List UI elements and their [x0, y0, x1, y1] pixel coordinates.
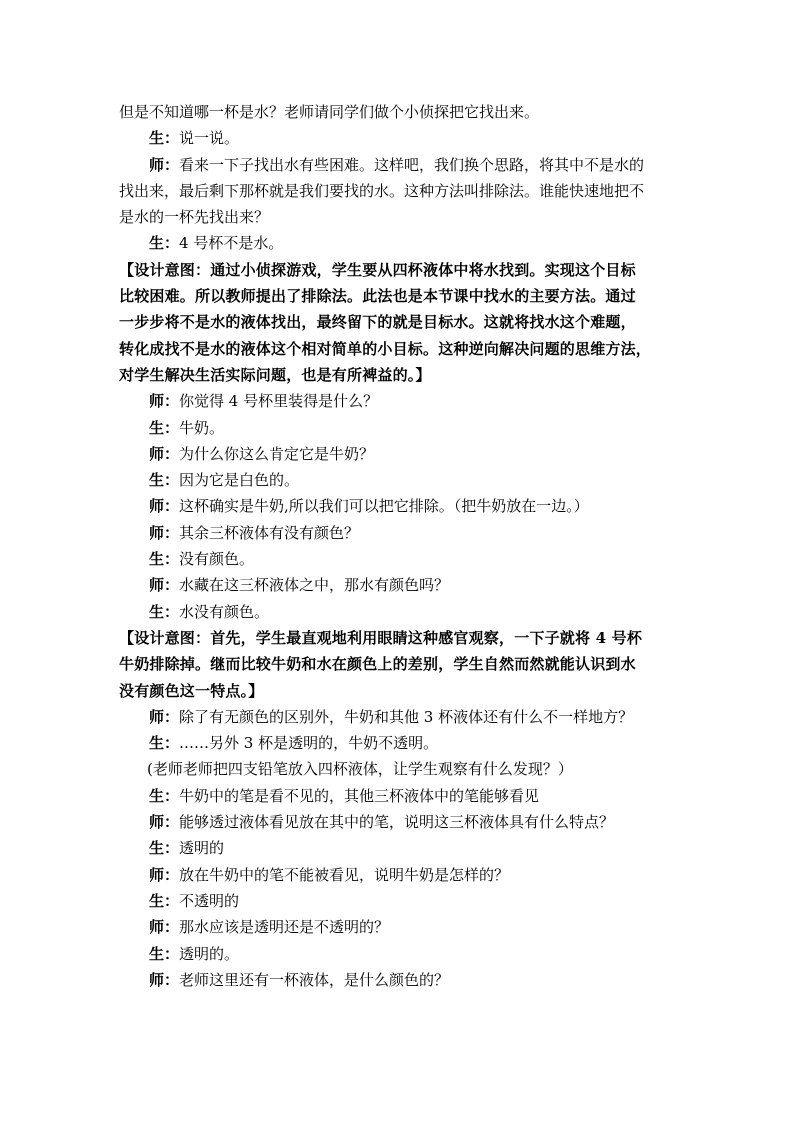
- dialog-line: [119, 835, 679, 861]
- dialog-line: [119, 388, 679, 414]
- dialog-line: [119, 967, 679, 993]
- line-text: 那水应该是透明还是不透明的？: [179, 918, 390, 937]
- line-text: 水藏在这三杯液体之中，那水有颜色吗？: [179, 576, 450, 595]
- speaker-label: 生：: [149, 471, 180, 490]
- speaker-label: 生：: [149, 129, 180, 148]
- line-text: 放在牛奶中的笔不能被看见，说明牛奶是怎样的？: [179, 865, 510, 884]
- speaker-label: 生：: [149, 839, 180, 858]
- text-line: [119, 99, 679, 125]
- design-note-line: 没有颜色这一特点。】: [119, 681, 264, 700]
- speaker-label: 师：: [149, 707, 180, 726]
- speaker-label: 师：: [149, 576, 180, 595]
- line-text: 不透明的: [179, 891, 240, 910]
- line-text: 除了有无颜色的区别外，牛奶和其他 3 杯液体还有什么不一样地方？: [179, 707, 634, 726]
- design-note-line: 牛奶排除掉。继而比较牛奶和水在颜色上的差别，学生自然而然就能认识到水: [119, 655, 636, 674]
- dialog-line: [119, 230, 679, 256]
- line-text: 透明的: [179, 839, 225, 858]
- speaker-label: 师：: [149, 392, 180, 411]
- speaker-label: 生：: [149, 234, 180, 253]
- speaker-label: 生：: [149, 944, 180, 963]
- dialog-line: [119, 809, 679, 835]
- line-text: 其余三杯液体有没有颜色？: [179, 523, 360, 542]
- speaker-label: 师：: [149, 444, 180, 463]
- line-text: 这杯确实是牛奶,所以我们可以把它排除。（把牛奶放在一边。）: [179, 497, 589, 516]
- speaker-label: 师：: [149, 970, 180, 989]
- speaker-label: 师：: [149, 918, 180, 937]
- design-note-line: 【设计意图：首先，学生最直观地利用眼睛这种感官观察，一下子就将 4 号杯: [119, 628, 643, 647]
- line-text: 因为它是白色的。: [179, 471, 300, 490]
- line-text: 你觉得 4 号杯里装得是什么？: [179, 392, 379, 411]
- line-text: 4 号杯不是水。: [179, 234, 284, 253]
- line-text: 牛奶中的笔是看不见的，其他三杯液体中的笔能够看见: [179, 786, 540, 805]
- speaker-label: 师：: [149, 865, 180, 884]
- design-note-line: 一步步将不是水的液体找出，最终留下的就是目标水。这就将找水这个难题，: [119, 313, 636, 332]
- speaker-label: 生：: [149, 550, 180, 569]
- dialog-line: [119, 467, 679, 493]
- dialog-line: [119, 783, 679, 809]
- line-text: 看来一下子找出水有些困难。这样吧，我们换个思路，将其中不是水的: [179, 155, 645, 174]
- line-text: 牛奶。: [179, 418, 225, 437]
- text-line: [119, 178, 679, 204]
- speaker-label: 生：: [149, 734, 180, 753]
- speaker-label: 师：: [149, 155, 180, 174]
- design-note-line: 对学生解决生活实际问题，也是有所裨益的。】: [119, 365, 431, 384]
- dialog-line: [119, 941, 679, 967]
- line-text: 老师这里还有一杯液体，是什么颜色的？: [179, 970, 450, 989]
- dialog-line: [119, 888, 679, 914]
- dialog-line: [119, 599, 679, 625]
- line-text: 但是不知道哪一杯是水？老师请同学们做个小侦探把它找出来。: [119, 103, 540, 121]
- line-text: 找出来，最后剩下那杯就是我们要找的水。这种方法叫排除法。谁能快速地把不: [119, 181, 645, 200]
- line-text: 没有颜色。: [179, 550, 255, 569]
- design-note-line: 比较困难。所以教师提出了排除法。此法也是本节课中找水的主要方法。通过: [119, 287, 636, 306]
- dialog-line: [119, 862, 679, 888]
- dialog-line: [119, 125, 679, 151]
- line-text: ……另外 3 杯是透明的，牛奶不透明。: [179, 734, 439, 753]
- line-text: 是水的一杯先找出来？: [119, 208, 270, 227]
- speaker-label: 生：: [149, 786, 180, 805]
- text-line: [119, 204, 679, 230]
- dialog-line: [119, 914, 679, 940]
- dialog-line: [119, 441, 679, 467]
- dialog-line: [119, 152, 679, 178]
- dialog-line: [119, 730, 679, 756]
- document-body: [119, 99, 679, 993]
- speaker-label: 生：: [149, 891, 180, 910]
- dialog-line: [119, 493, 679, 519]
- speaker-label: 师：: [149, 813, 180, 832]
- speaker-label: 生：: [149, 602, 180, 621]
- line-text: (老师老师把四支铅笔放入四杯液体，让学生观察有什么发现？）: [147, 760, 573, 779]
- line-text: 为什么你这么肯定它是牛奶？: [179, 444, 375, 463]
- dialog-line: [119, 572, 679, 598]
- stage-direction-line: [119, 756, 679, 782]
- line-text: 说一说。: [179, 129, 240, 148]
- design-note-line: 转化成找不是水的液体这个相对简单的小目标。这种逆向解决问题的思维方法，: [119, 339, 652, 358]
- design-note-line: 【设计意图：通过小侦探游戏，学生要从四杯液体中将水找到。实现这个目标: [119, 260, 636, 279]
- speaker-label: 生：: [149, 418, 180, 437]
- line-text: 透明的。: [179, 944, 240, 963]
- speaker-label: 师：: [149, 497, 180, 516]
- speaker-label: 师：: [149, 523, 180, 542]
- line-text: 能够透过液体看见放在其中的笔，说明这三杯液体具有什么特点？: [179, 813, 615, 832]
- dialog-line: [119, 415, 679, 441]
- dialog-line: [119, 704, 679, 730]
- dialog-line: [119, 546, 679, 572]
- dialog-line: [119, 520, 679, 546]
- line-text: 水没有颜色。: [179, 602, 270, 621]
